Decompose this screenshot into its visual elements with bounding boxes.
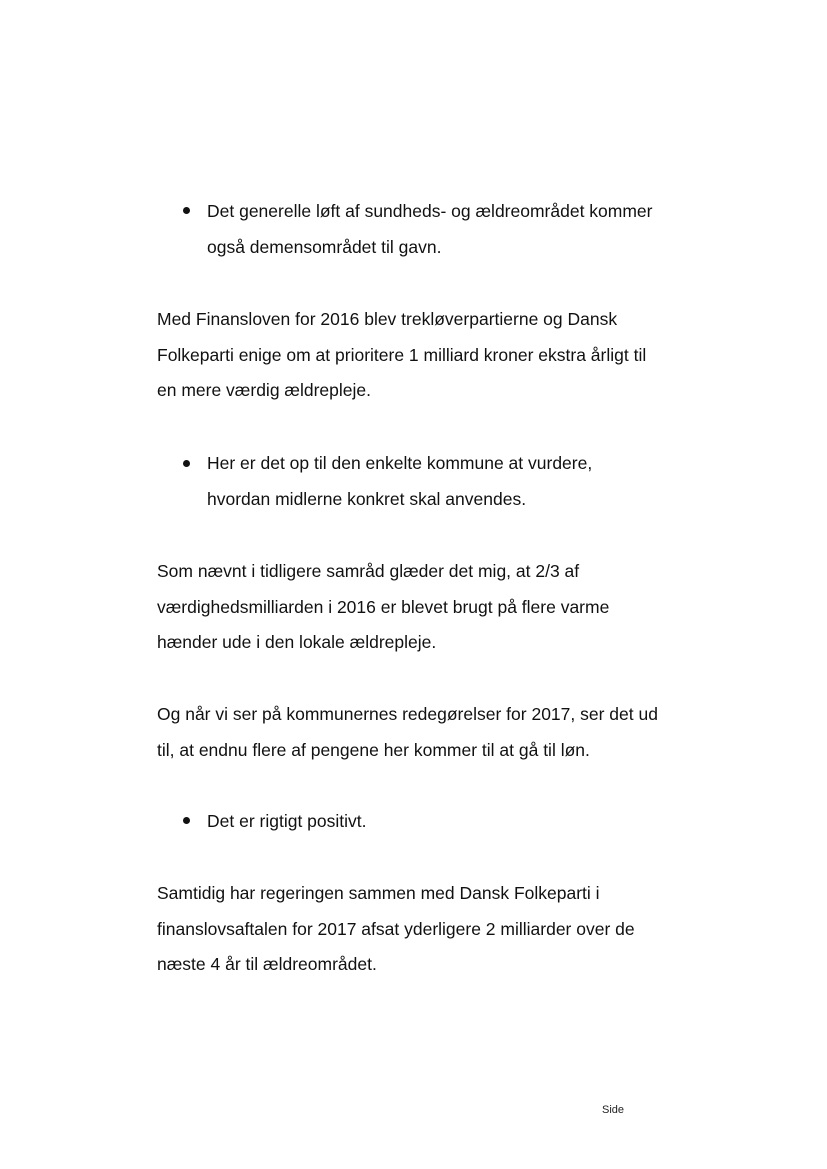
- paragraph-line: Samtidig har regeringen sammen med Dansk Folkeparti i: [157, 883, 600, 903]
- bullet-marker: [183, 460, 190, 467]
- paragraph-line: Med Finansloven for 2016 blev trekløverpartierne og Dansk: [157, 309, 618, 329]
- bullet-text-line: også demensområdet til gavn.: [207, 237, 442, 257]
- paragraph-line: en mere værdig ældrepleje.: [157, 380, 371, 400]
- bullet-marker: [183, 207, 190, 214]
- paragraph-line: Og når vi ser på kommunernes redegørelser for 2017, ser det ud: [157, 704, 658, 724]
- paragraph-line: hænder ude i den lokale ældrepleje.: [157, 632, 437, 652]
- paragraph-line: til, at endnu flere af pengene her kommer til at gå til løn.: [157, 740, 590, 760]
- bullet-text-line: Her er det op til den enkelte kommune at vurdere,: [207, 453, 593, 473]
- paragraph-line: næste 4 år til ældreområdet.: [157, 954, 377, 974]
- paragraph-line: Folkeparti enige om at prioritere 1 milliard kroner ekstra årligt til: [157, 345, 647, 365]
- bullet-text-line: hvordan midlerne konkret skal anvendes.: [207, 489, 527, 509]
- paragraph-line: finanslovsaftalen for 2017 afsat yderligere 2 milliarder over de: [157, 919, 635, 939]
- page-footer-label: Side: [602, 1104, 625, 1116]
- bullet-marker: [183, 817, 190, 824]
- paragraph-line: værdighedsmilliarden i 2016 er blevet brugt på flere varme: [157, 597, 610, 617]
- bullet-text-line: Det er rigtigt positivt.: [207, 811, 367, 831]
- bullet-text-line: Det generelle løft af sundheds- og ældreområdet kommer: [207, 201, 653, 221]
- paragraph-line: Som nævnt i tidligere samråd glæder det mig, at 2/3 af: [157, 561, 580, 581]
